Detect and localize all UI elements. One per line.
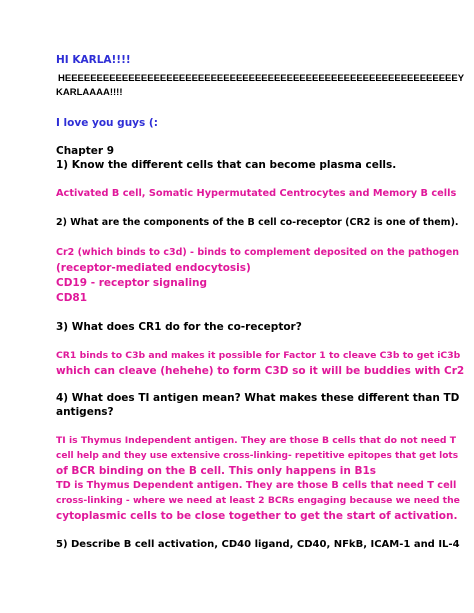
question-3: 3) What does CR1 do for the co-receptor? bbox=[56, 321, 302, 333]
answer-4-line-3: of BCR binding on the B cell. This only happens in B1s bbox=[56, 465, 377, 477]
shout-line: HEEEEEEEEEEEEEEEEEEEEEEEEEEEEEEEEEEEEEEEEEEEEEEEEEEEEEEEEEEEEEEY bbox=[58, 73, 465, 84]
answer-4-line-6: cytoplasmic cells to be close together to get the start of activation. bbox=[56, 510, 458, 522]
answer-4-line-5: cross-linking - where we need at least 2 BCRs engaging because we need the bbox=[56, 495, 460, 506]
question-1: 1) Know the different cells that can become plasma cells. bbox=[56, 159, 397, 171]
answer-4-line-4: TD is Thymus Dependent antigen. They are those B cells that need T cell bbox=[56, 480, 457, 491]
chapter-heading: Chapter 9 bbox=[56, 145, 115, 157]
question-5: 5) Describe B cell activation, CD40 ligand, CD40, NFkB, ICAM-1 and IL-4 bbox=[56, 539, 460, 550]
answer-2-line-4: CD81 bbox=[56, 292, 88, 304]
answer-2-line-2: (receptor-mediated endocytosis) bbox=[56, 262, 251, 274]
answer-3-line-2: which can cleave (hehehe) to form C3D so it will be buddies with Cr2 bbox=[56, 365, 465, 377]
question-4-cont: antigens? bbox=[56, 406, 114, 418]
greeting-line: HI KARLA!!!! bbox=[56, 54, 131, 66]
love-line: I love you guys (: bbox=[56, 117, 158, 129]
question-2: 2) What are the components of the B cell co-receptor (CR2 is one of them). bbox=[56, 217, 459, 228]
answer-2-line-1: Cr2 (which binds to c3d) - binds to complement deposited on the pathogen bbox=[56, 247, 460, 258]
question-4: 4) What does TI antigen mean? What makes these different than TD bbox=[56, 392, 460, 404]
answer-4-line-2: cell help and they use extensive cross-linking- repetitive epitopes that get lots bbox=[56, 451, 459, 461]
answer-2-line-3: CD19 - receptor signaling bbox=[56, 277, 208, 289]
answer-4-line-1: TI is Thymus Independent antigen. They are those B cells that do not need T bbox=[56, 435, 457, 446]
answer-1-line-1: Activated B cell, Somatic Hypermutated Centrocytes and Memory B cells bbox=[56, 188, 457, 199]
answer-3-line-1: CR1 binds to C3b and makes it possible for Factor 1 to cleave C3b to get iC3b bbox=[56, 350, 461, 361]
name-line: KARLAAAA!!!! bbox=[56, 87, 123, 98]
